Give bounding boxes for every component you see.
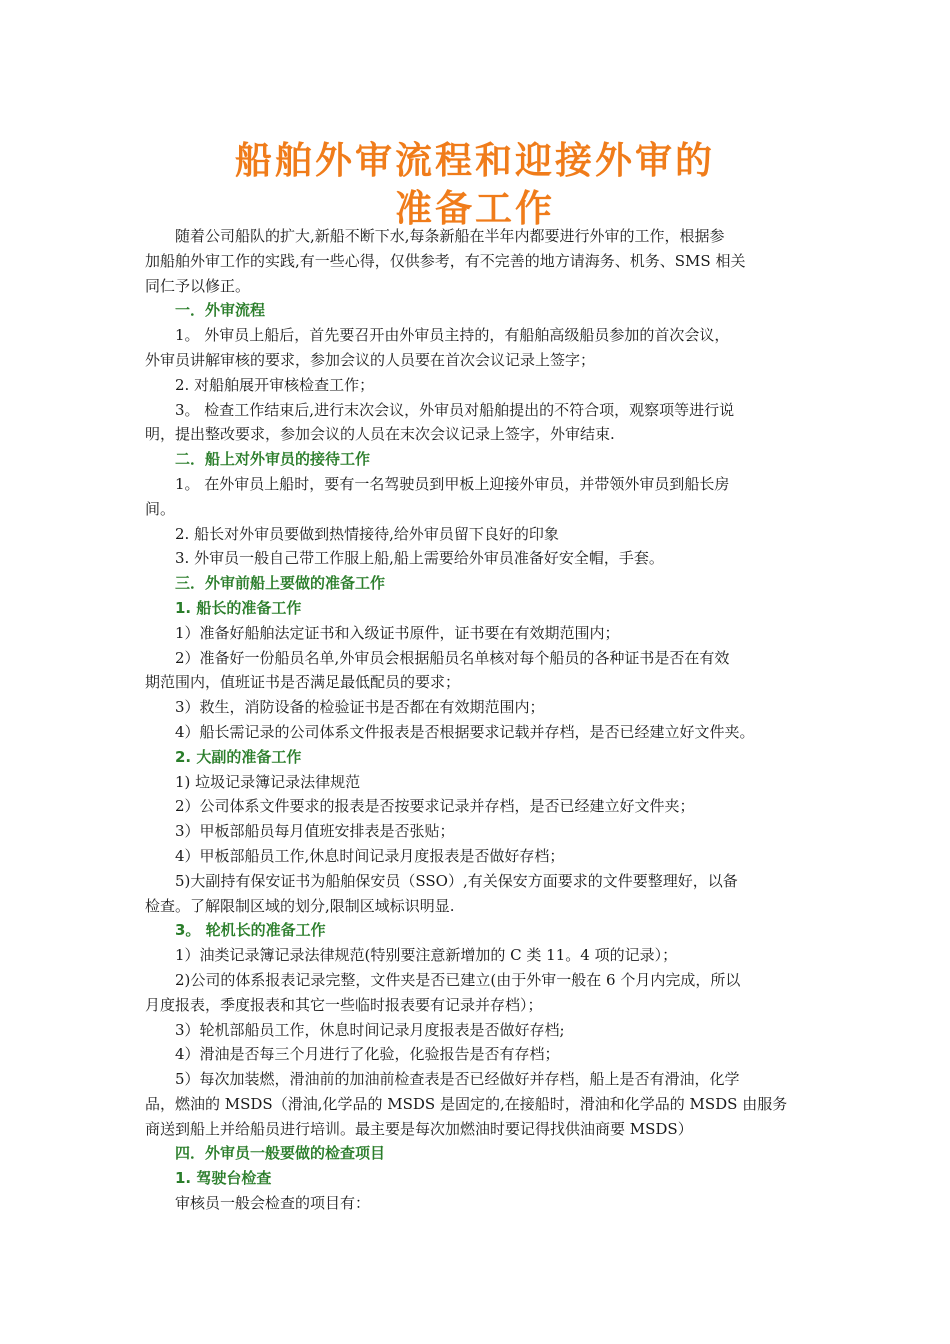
title-line-1: 船舶外审流程和迎接外审的 (235, 139, 715, 182)
paragraph (145, 844, 815, 869)
text-line: 二．船上对外审员的接待工作 (175, 450, 371, 469)
text-line: 明，提出整改要求，参加会议的人员在末次会议记录上签字，外审结束. (145, 425, 615, 444)
text-line: 检查。了解限制区域的划分,限制区域标识明显. (145, 896, 455, 915)
section-heading (145, 571, 815, 596)
text-line: 1）准备好船舶法定证书和入级证书原件，证书要在有效期范围内； (175, 623, 620, 642)
text-line: 期范围内，值班证书是否满足最低配员的要求； (145, 673, 461, 692)
section-heading (145, 298, 815, 323)
section-heading (145, 918, 815, 943)
paragraph (145, 646, 815, 696)
paragraph (145, 1018, 815, 1043)
paragraph (145, 695, 815, 720)
paragraph (145, 943, 815, 968)
paragraph (145, 398, 815, 448)
paragraph (145, 1042, 815, 1067)
text-line: 间。 (145, 499, 176, 518)
paragraph (145, 621, 815, 646)
text-line: 同仁予以修正。 (145, 276, 251, 295)
text-line: 3）轮机部船员工作，休息时间记录月度报表是否做好存档; (175, 1020, 565, 1039)
paragraph (145, 869, 815, 919)
paragraph (145, 770, 815, 795)
text-line: 1. 驾驶台检查 (175, 1169, 272, 1188)
text-line: 2. 大副的准备工作 (175, 747, 302, 766)
text-line: 4）滑油是否每三个月进行了化验，化验报告是否有存档； (175, 1045, 560, 1064)
paragraph (145, 472, 815, 522)
text-line: 3。 检查工作结束后,进行末次会议，外审员对船舶提出的不符合项，观察项等进行说 (175, 400, 735, 419)
paragraph (145, 546, 815, 571)
text-line: 随着公司船队的扩大,新船不断下水,每条新船在半年内都要进行外审的工作，根据参 (175, 227, 725, 245)
text-line: 3）甲板部船员每月值班安排表是否张贴； (175, 822, 455, 841)
text-line: 加船舶外审工作的实践,有一些心得，仅供参考，有不完善的地方请海务、机务、SMS 相关 (145, 251, 746, 270)
text-line: 2）准备好一份船员名单,外审员会根据船员名单核对每个船员的各种证书是否在有效 (175, 648, 730, 667)
text-line: 2. 对船舶展开审核检查工作； (175, 375, 375, 394)
section-heading (145, 447, 815, 472)
section-heading (145, 745, 815, 770)
section-heading (145, 1166, 815, 1191)
text-line: 三．外审前船上要做的准备工作 (175, 574, 386, 593)
paragraph (145, 1191, 815, 1216)
text-line: 商送到船上并给船员进行培训。最主要是每次加燃油时要记得找供油商要 MSDS） (145, 1119, 693, 1138)
paragraph (145, 373, 815, 398)
text-line: 1。 外审员上船后，首先要召开由外审员主持的，有船舶高级船员参加的首次会议， (175, 326, 730, 345)
paragraph (145, 819, 815, 844)
text-line: 3）救生，消防设备的检验证书是否都在有效期范围内； (175, 698, 545, 717)
text-line: 1）油类记录簿记录法律规范(特别要注意新增加的 C 类 11。4 项的记录）； (175, 946, 678, 965)
text-line: 一．外审流程 (175, 301, 266, 320)
section-heading (145, 596, 815, 621)
paragraph (145, 1067, 815, 1141)
paragraph (145, 522, 815, 547)
paragraph (145, 224, 815, 298)
text-line: 1) 垃圾记录簿记录法律规范 (175, 772, 361, 791)
paragraph (145, 323, 815, 373)
text-line: 5)大副持有保安证书为船舶保安员（SSO）,有关保安方面要求的文件要整理好，以备 (175, 871, 738, 890)
paragraph (145, 720, 815, 745)
paragraph (145, 794, 815, 819)
paragraph (145, 968, 815, 1018)
text-line: 2）公司体系文件要求的报表是否按要求记录并存档，是否已经建立好文件夹； (175, 797, 695, 816)
text-line: 月度报表，季度报表和其它一些临时报表要有记录并存档）； (145, 995, 543, 1014)
text-line: 5）每次加装燃，滑油前的加油前检查表是否已经做好并存档，船上是否有滑油，化学 (175, 1070, 740, 1089)
text-line: 2)公司的体系报表记录完整，文件夹是否已建立(由于外审一般在 6 个月内完成，所以 (175, 970, 741, 989)
text-line: 4）船长需记录的公司体系文件报表是否根据要求记载并存档，是否已经建立好文件夹。 (175, 722, 755, 741)
text-line: 四．外审员一般要做的检查项目 (175, 1144, 386, 1163)
text-line: 外审员讲解审核的要求，参加会议的人员要在首次会议记录上签字； (145, 350, 596, 369)
text-line: 3。 轮机长的准备工作 (175, 921, 326, 940)
title-line-2: 准备工作 (395, 187, 555, 230)
document-body (145, 224, 815, 1216)
text-line: 2. 船长对外审员要做到热情接待,给外审员留下良好的印象 (175, 524, 559, 543)
text-line: 审核员一般会检查的项目有： (175, 1194, 371, 1213)
text-line: 4）甲板部船员工作,休息时间记录月度报表是否做好存档； (175, 846, 565, 865)
text-line: 1. 船长的准备工作 (175, 598, 302, 617)
text-line: 品，燃油的 MSDS（滑油,化学品的 MSDS 是固定的,在接船时，滑油和化学品的 MSDS 由服务 (145, 1094, 788, 1113)
section-heading (145, 1141, 815, 1166)
text-line: 1。 在外审员上船时，要有一名驾驶员到甲板上迎接外审员，并带领外审员到船长房 (175, 474, 730, 493)
text-line: 3. 外审员一般自己带工作服上船,船上需要给外审员准备好安全帽，手套。 (175, 549, 664, 568)
